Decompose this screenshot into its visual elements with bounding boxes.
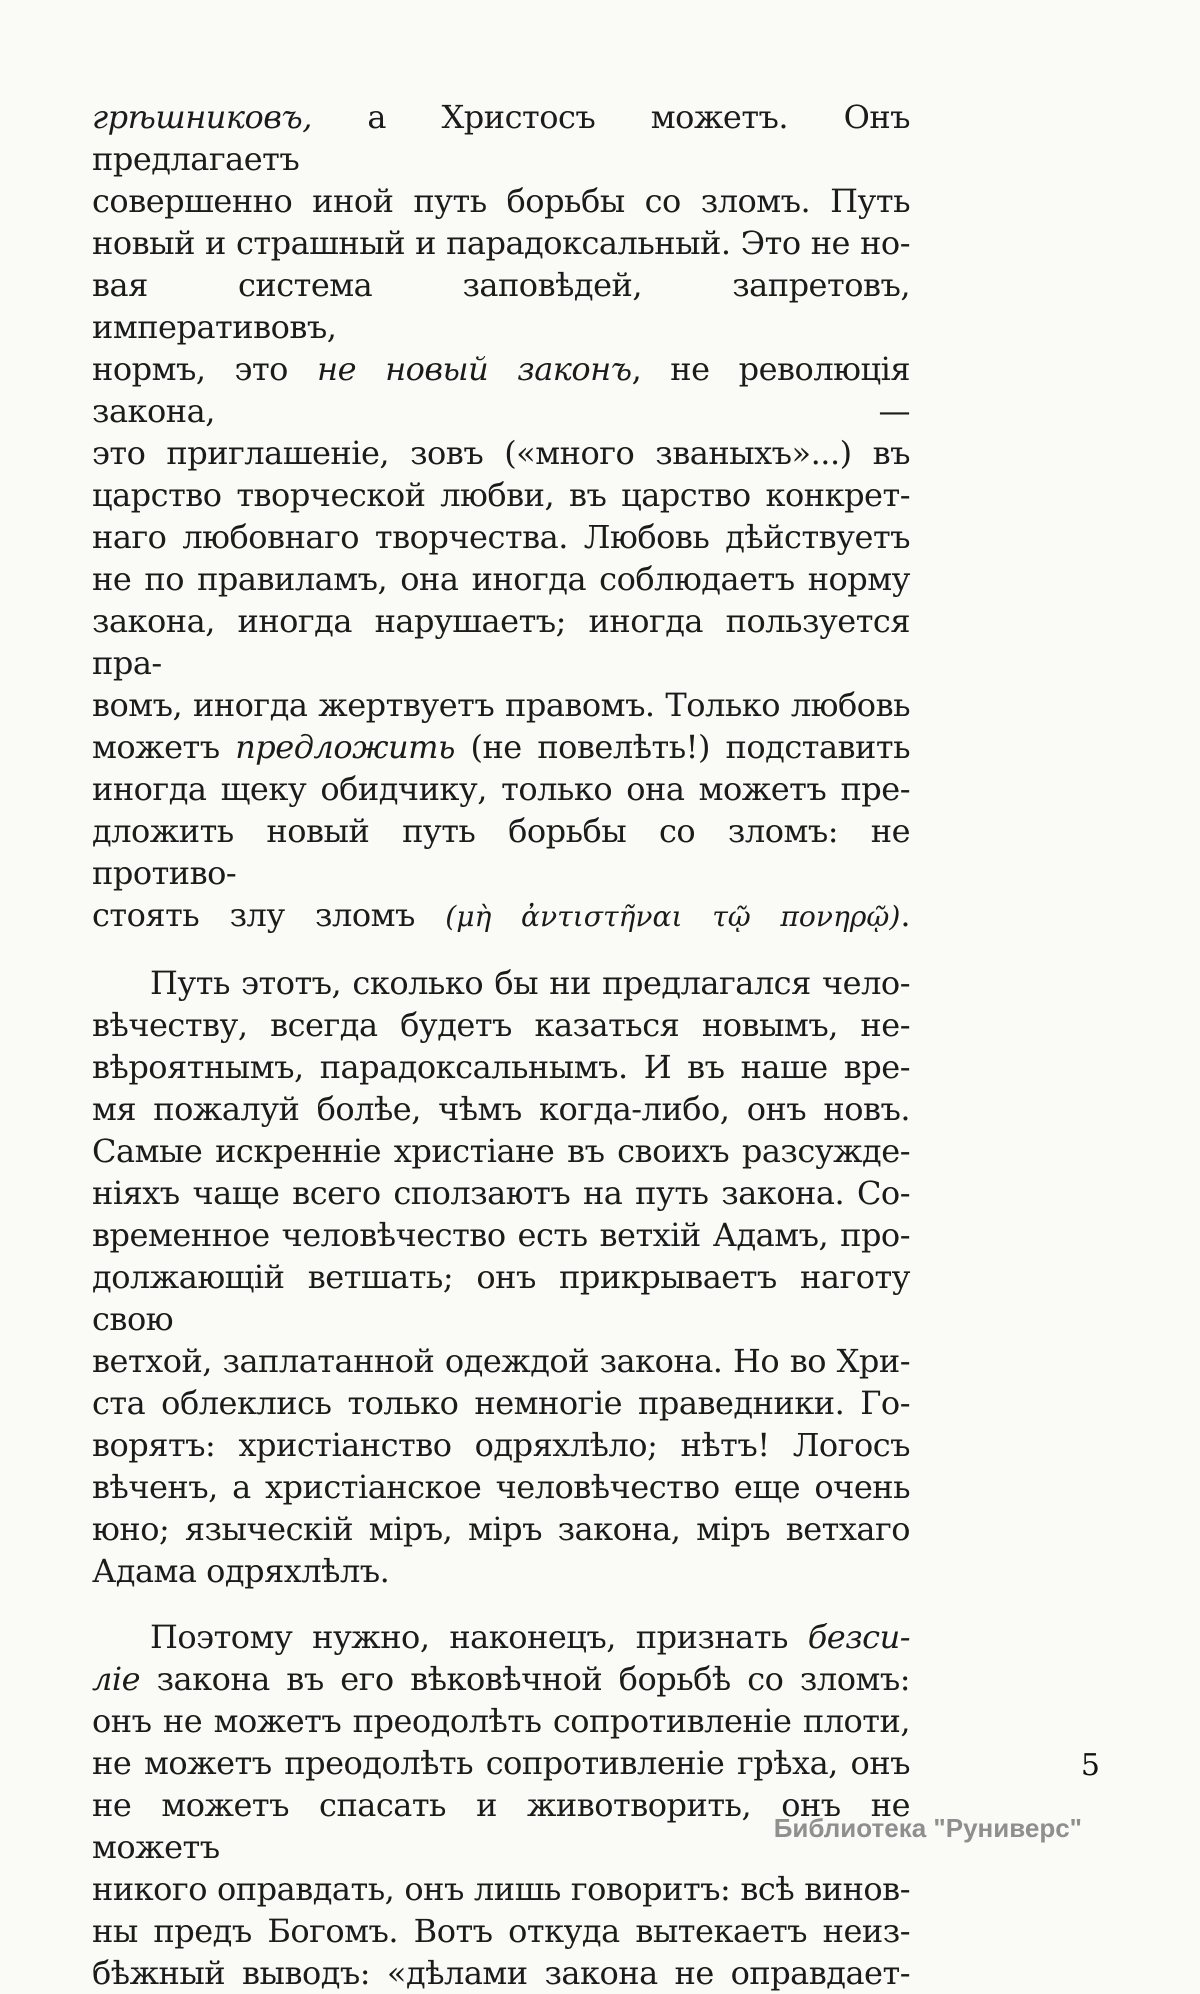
text-line	[92, 1172, 910, 1214]
text-segment: новый и страшный и парадоксальный. Это не но-	[92, 224, 910, 262]
text-line	[92, 432, 910, 474]
text-line	[92, 684, 910, 726]
text-block	[92, 96, 910, 1994]
text-segment: .	[900, 896, 911, 934]
text-segment: не можетъ преодолѣть сопротивленіе грѣха, онъ	[92, 1744, 910, 1782]
text-line	[92, 768, 910, 810]
text-segment: , не революція закона, —	[92, 350, 911, 430]
text-segment: вѣчеству, всегда будетъ казаться новымъ, не-	[92, 1006, 910, 1044]
text-segment: бѣжный выводъ: «дѣлами закона не оправдает-	[92, 1954, 910, 1992]
text-line	[92, 1616, 910, 1658]
text-segment: Самые искренніе христіане въ своихъ разсужде-	[92, 1132, 910, 1170]
paragraph	[92, 1616, 910, 1994]
text-line	[92, 810, 910, 894]
text-line	[92, 222, 910, 264]
text-segment: Поэтому нужно, наконецъ, признать	[150, 1618, 808, 1656]
text-line	[92, 1256, 910, 1340]
text-segment: ветхой, заплатанной одеждой закона. Но во Хри-	[92, 1342, 910, 1380]
text-line	[92, 1004, 910, 1046]
text-line	[92, 516, 910, 558]
text-line	[92, 1868, 910, 1910]
text-line	[92, 1910, 910, 1952]
text-line	[92, 1088, 910, 1130]
text-segment: можетъ	[92, 728, 236, 766]
text-segment: должающій ветшать; онъ прикрываетъ наготу свою	[92, 1258, 910, 1338]
text-segment: ніяхъ чаще всего сползаютъ на путь закона. Со-	[92, 1174, 910, 1212]
text-line	[92, 962, 910, 1004]
text-segment: юно; языческій міръ, міръ закона, міръ ветхаго	[92, 1510, 910, 1548]
text-line	[92, 96, 910, 180]
text-line	[92, 1382, 910, 1424]
italic-text-segment: не новый законъ	[317, 350, 632, 388]
text-line	[92, 1952, 910, 1994]
text-segment: а Христосъ можетъ. Онъ предлагаетъ	[92, 98, 910, 178]
text-segment: вая система заповѣдей, запретовъ, императивовъ,	[92, 266, 910, 346]
paragraph	[92, 962, 910, 1592]
text-line	[92, 1130, 910, 1172]
text-segment: не по правиламъ, она иногда соблюдаетъ норму	[92, 560, 910, 598]
text-line	[92, 1466, 910, 1508]
text-segment: вѣченъ, а христіанское человѣчество еще очень	[92, 1468, 910, 1506]
text-line	[92, 726, 910, 768]
text-line	[92, 1046, 910, 1088]
text-segment: нормъ, это	[92, 350, 317, 388]
text-line	[92, 264, 910, 348]
text-segment: мя пожалуй болѣе, чѣмъ когда-либо, онъ новъ.	[92, 1090, 910, 1128]
text-line	[92, 1742, 910, 1784]
text-line	[92, 1700, 910, 1742]
text-line	[92, 1214, 910, 1256]
text-line	[92, 894, 910, 938]
text-line	[92, 180, 910, 222]
italic-text-segment: безси-	[807, 1618, 910, 1656]
page-number: 5	[1080, 1748, 1100, 1783]
text-segment: совершенно иной путь борьбы со зломъ. Путь	[92, 182, 910, 220]
text-segment: (не повелѣть!) подставить	[454, 728, 911, 766]
text-segment: не можетъ спасать и животворить, онъ не можетъ	[92, 1786, 910, 1866]
text-line	[92, 600, 910, 684]
text-segment: Адама одряхлѣлъ.	[92, 1552, 390, 1590]
text-line	[92, 1550, 910, 1592]
italic-text-segment: предложить	[235, 728, 455, 766]
text-line	[92, 1340, 910, 1382]
text-line	[92, 1658, 910, 1700]
text-segment: временное человѣчество есть ветхій Адамъ, про-	[92, 1216, 910, 1254]
italic-text-segment: ліе	[92, 1660, 141, 1698]
greek-text-segment: (μὴ ἀντιστῆναι τῷ πονηρῷ)	[445, 900, 901, 933]
text-line	[92, 474, 910, 516]
text-segment: вомъ, иногда жертвуетъ правомъ. Только любовь	[92, 686, 910, 724]
text-line	[92, 558, 910, 600]
text-line	[92, 348, 910, 432]
text-segment: дложить новый путь борьбы со зломъ: не противо-	[92, 812, 910, 892]
text-segment: наго любовнаго творчества. Любовь дѣйствуетъ	[92, 518, 910, 556]
text-line	[92, 1508, 910, 1550]
text-segment: ворятъ: христіанство одряхлѣло; нѣтъ! Логосъ	[92, 1426, 910, 1464]
text-segment: иногда щеку обидчику, только она можетъ пре-	[92, 770, 910, 808]
text-line	[92, 1424, 910, 1466]
text-segment: это приглашеніе, зовъ («много званыхъ»...) въ	[92, 434, 910, 472]
watermark: Библиотека "Руниверс"	[773, 1813, 1082, 1843]
paragraph	[92, 96, 910, 938]
text-segment: закона, иногда нарушаетъ; иногда пользуется пра-	[92, 602, 910, 682]
text-segment: закона въ его вѣковѣчной борьбѣ со зломъ:	[140, 1660, 910, 1698]
text-segment: вѣроятнымъ, парадоксальнымъ. И въ наше вре-	[92, 1048, 910, 1086]
text-segment: онъ не можетъ преодолѣть сопротивленіе плоти,	[92, 1702, 910, 1740]
text-segment: ста облеклись только немногіе праведники. Го-	[92, 1384, 910, 1422]
text-segment: Путь этотъ, сколько бы ни предлагался чело-	[150, 964, 910, 1002]
text-segment: ны предъ Богомъ. Вотъ откуда вытекаетъ неиз-	[92, 1912, 910, 1950]
italic-text-segment: грѣшниковъ,	[92, 98, 312, 136]
text-segment: никого оправдать, онъ лишь говоритъ: всѣ винов-	[92, 1870, 910, 1908]
text-segment: стоять злу зломъ	[92, 896, 446, 934]
text-segment: царство творческой любви, въ царство конкрет-	[92, 476, 910, 514]
